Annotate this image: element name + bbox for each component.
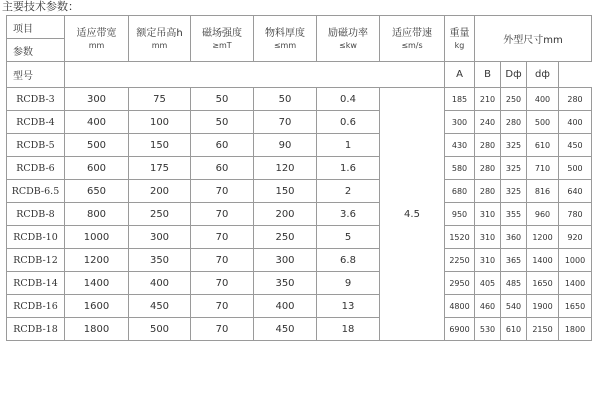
table-row (7, 180, 592, 203)
cell-b: 365 (501, 249, 527, 272)
cell-thick: 150 (254, 180, 317, 203)
cell-power: 5 (317, 226, 380, 249)
cell-thick: 50 (254, 88, 317, 111)
table-row (7, 249, 592, 272)
cell-weight: 430 (445, 134, 475, 157)
cell-d: 1000 (559, 249, 592, 272)
cell-power: 2 (317, 180, 380, 203)
cell-b: 540 (501, 295, 527, 318)
cell-thick: 350 (254, 272, 317, 295)
cell-power: 0.6 (317, 111, 380, 134)
table-row (7, 295, 592, 318)
cell-power: 18 (317, 318, 380, 341)
header-model: 型号 (7, 62, 65, 88)
cell-width: 500 (65, 134, 129, 157)
cell-field: 60 (191, 157, 254, 180)
cell-h: 250 (129, 203, 191, 226)
cell-h: 100 (129, 111, 191, 134)
cell-a: 530 (475, 318, 501, 341)
cell-h: 400 (129, 272, 191, 295)
cell-width: 1600 (65, 295, 129, 318)
cell-d: 450 (559, 134, 592, 157)
cell-d: 960 (527, 203, 559, 226)
cell-b: 250 (501, 88, 527, 111)
table-row (7, 203, 592, 226)
cell-b: 360 (501, 226, 527, 249)
header-dimensions: 外型尺寸mm (475, 16, 592, 62)
cell-d: 2150 (527, 318, 559, 341)
cell-b: 355 (501, 203, 527, 226)
header-field-strength: 磁场强度 ≥mT (191, 16, 254, 62)
header-param: 参数 (7, 39, 65, 62)
cell-weight: 2250 (445, 249, 475, 272)
cell-weight: 300 (445, 111, 475, 134)
cell-width: 1200 (65, 249, 129, 272)
cell-b: 325 (501, 157, 527, 180)
cell-a: 280 (475, 180, 501, 203)
cell-model: RCDB-18 (7, 318, 65, 341)
cell-field: 70 (191, 318, 254, 341)
cell-weight: 185 (445, 88, 475, 111)
cell-b: 280 (501, 111, 527, 134)
cell-weight: 950 (445, 203, 475, 226)
cell-model: RCDB-10 (7, 226, 65, 249)
cell-weight: 4800 (445, 295, 475, 318)
cell-d: 1650 (527, 272, 559, 295)
cell-field: 70 (191, 272, 254, 295)
cell-h: 150 (129, 134, 191, 157)
header-dim-b: B (475, 62, 501, 88)
cell-weight: 6900 (445, 318, 475, 341)
cell-thick: 250 (254, 226, 317, 249)
cell-d: 816 (527, 180, 559, 203)
cell-d: 920 (559, 226, 592, 249)
cell-width: 1000 (65, 226, 129, 249)
cell-d: 500 (527, 111, 559, 134)
cell-weight: 580 (445, 157, 475, 180)
cell-h: 450 (129, 295, 191, 318)
header-dim-d: Dф (501, 62, 527, 88)
header-item: 项目 (7, 16, 65, 39)
cell-a: 280 (475, 134, 501, 157)
cell-d: 610 (527, 134, 559, 157)
cell-h: 75 (129, 88, 191, 111)
table-row (7, 111, 592, 134)
cell-thick: 450 (254, 318, 317, 341)
table-row (7, 134, 592, 157)
cell-a: 210 (475, 88, 501, 111)
cell-d: 280 (559, 88, 592, 111)
cell-b: 325 (501, 180, 527, 203)
cell-thick: 200 (254, 203, 317, 226)
cell-model: RCDB-14 (7, 272, 65, 295)
cell-d: 1900 (527, 295, 559, 318)
cell-h: 500 (129, 318, 191, 341)
cell-b: 610 (501, 318, 527, 341)
cell-model: RCDB-16 (7, 295, 65, 318)
cell-model: RCDB-3 (7, 88, 65, 111)
cell-h: 200 (129, 180, 191, 203)
cell-a: 310 (475, 226, 501, 249)
cell-a: 310 (475, 203, 501, 226)
header-excitation-power: 励磁功率 ≤kw (317, 16, 380, 62)
table-caption: 主要技术参数： (2, 0, 79, 13)
cell-d: 1800 (559, 318, 592, 341)
cell-field: 70 (191, 249, 254, 272)
cell-h: 300 (129, 226, 191, 249)
header-belt-speed: 适应带速 ≤m/s (380, 16, 445, 62)
cell-power: 1 (317, 134, 380, 157)
cell-field: 70 (191, 226, 254, 249)
header-row-1 (7, 16, 592, 39)
cell-weight: 680 (445, 180, 475, 203)
cell-d: 710 (527, 157, 559, 180)
cell-field: 50 (191, 111, 254, 134)
table-row (7, 226, 592, 249)
cell-d: 1650 (559, 295, 592, 318)
cell-power: 13 (317, 295, 380, 318)
cell-weight: 1520 (445, 226, 475, 249)
cell-thick: 70 (254, 111, 317, 134)
header-spacer (65, 62, 445, 88)
cell-b: 485 (501, 272, 527, 295)
cell-h: 175 (129, 157, 191, 180)
cell-d: 400 (559, 111, 592, 134)
cell-d: 1400 (559, 272, 592, 295)
cell-thick: 90 (254, 134, 317, 157)
header-lift-height: 额定吊高h mm (129, 16, 191, 62)
cell-a: 280 (475, 157, 501, 180)
cell-thick: 120 (254, 157, 317, 180)
cell-model: RCDB-12 (7, 249, 65, 272)
cell-model: RCDB-4 (7, 111, 65, 134)
cell-field: 70 (191, 295, 254, 318)
cell-power: 0.4 (317, 88, 380, 111)
header-belt-width: 适应带宽 mm (65, 16, 129, 62)
cell-d: 1400 (527, 249, 559, 272)
table-row (7, 318, 592, 341)
header-row-3 (7, 62, 592, 88)
cell-d: 780 (559, 203, 592, 226)
cell-width: 600 (65, 157, 129, 180)
table-row (7, 157, 592, 180)
belt-speed-cell: 4.5 (380, 88, 445, 341)
cell-width: 1400 (65, 272, 129, 295)
cell-field: 70 (191, 203, 254, 226)
cell-power: 3.6 (317, 203, 380, 226)
cell-width: 400 (65, 111, 129, 134)
cell-width: 800 (65, 203, 129, 226)
cell-field: 50 (191, 88, 254, 111)
cell-a: 460 (475, 295, 501, 318)
cell-weight: 2950 (445, 272, 475, 295)
cell-h: 350 (129, 249, 191, 272)
header-dim-a: A (445, 62, 475, 88)
cell-model: RCDB-6.5 (7, 180, 65, 203)
cell-thick: 300 (254, 249, 317, 272)
table-row (7, 272, 592, 295)
cell-power: 6.8 (317, 249, 380, 272)
technical-parameters-table (6, 15, 592, 341)
cell-d: 640 (559, 180, 592, 203)
cell-d: 500 (559, 157, 592, 180)
cell-field: 70 (191, 180, 254, 203)
cell-width: 300 (65, 88, 129, 111)
table-row (7, 88, 592, 111)
cell-a: 310 (475, 249, 501, 272)
header-weight: 重量 kg (445, 16, 475, 62)
cell-model: RCDB-5 (7, 134, 65, 157)
cell-a: 240 (475, 111, 501, 134)
header-dim-d-small: dф (527, 62, 559, 88)
cell-d: 400 (527, 88, 559, 111)
cell-power: 1.6 (317, 157, 380, 180)
cell-field: 60 (191, 134, 254, 157)
cell-a: 405 (475, 272, 501, 295)
cell-width: 1800 (65, 318, 129, 341)
header-material-thickness: 物料厚度 ≤mm (254, 16, 317, 62)
cell-power: 9 (317, 272, 380, 295)
cell-width: 650 (65, 180, 129, 203)
cell-b: 325 (501, 134, 527, 157)
cell-model: RCDB-6 (7, 157, 65, 180)
cell-model: RCDB-8 (7, 203, 65, 226)
cell-thick: 400 (254, 295, 317, 318)
cell-d: 1200 (527, 226, 559, 249)
